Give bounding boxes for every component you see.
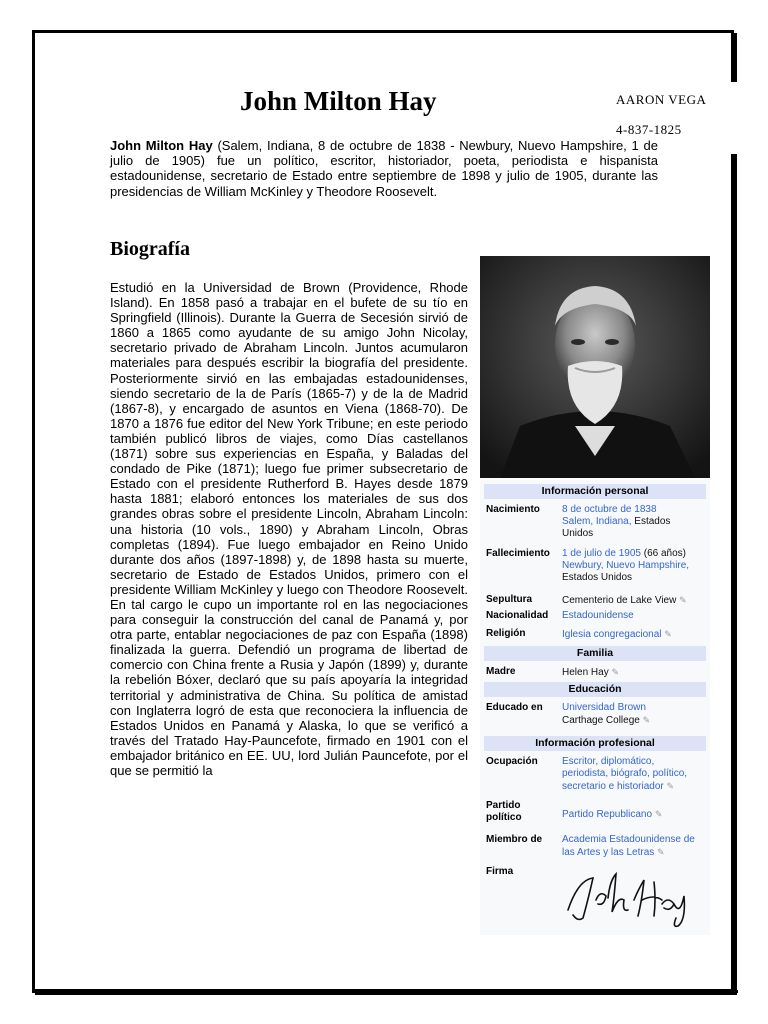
death-age: (66 años)	[643, 548, 686, 559]
infobox-heading-professional: Información profesional	[484, 736, 706, 751]
nationality-link[interactable]: Estadounidense	[562, 610, 634, 621]
mother-text: Helen Hay	[562, 667, 609, 678]
occupation-value[interactable]	[562, 756, 708, 794]
member-value[interactable]	[562, 834, 708, 859]
death-date-link[interactable]: 1 de julio de 1905	[562, 548, 641, 559]
educated-college: Carthage College	[562, 715, 640, 727]
death-value[interactable]	[562, 548, 708, 585]
party-label-1: Partido	[486, 800, 521, 811]
educated-link[interactable]: Universidad Brown	[562, 702, 646, 713]
member-label: Miembro de	[486, 834, 543, 845]
birth-place-link[interactable]: Salem, Indiana,	[562, 516, 632, 528]
death-place-link[interactable]: Newbury, Nuevo Hampshire,	[562, 560, 690, 572]
signature-image	[558, 860, 708, 930]
mother-value	[562, 666, 708, 679]
member-line-2[interactable]: las Artes y las Letras	[562, 847, 655, 859]
edit-pencil-icon[interactable]: ✎	[657, 847, 665, 858]
intro-lead: John Milton Hay	[110, 138, 213, 153]
infobox-heading-personal: Información personal	[484, 484, 706, 499]
portrait-image	[480, 256, 710, 478]
edit-pencil-icon[interactable]: ✎	[679, 595, 687, 605]
edit-pencil-icon[interactable]: ✎	[611, 667, 620, 677]
author-phone: 4-837-1825	[616, 122, 682, 137]
intro-text: (Salem, Indiana, 8 de octubre de 1838 - Newbury, Nuevo Hampshire, 1 de julio de 1905) fue un político, escritor, historiador, poeta, periodista e hispanista estadounidense, secretario de Estado entre septiembre de 1898 y julio de 1905, durante las presidencias de William McKinley y Theodore Roosevelt.	[110, 138, 658, 199]
biography-text: Estudió en la Universidad de Brown (Providence, Rhode Island). En 1858 pasó a trabajar en el bufete de su tío en Springfield (Illinois). Durante la Guerra de Secesión sirvió de 1860 a 1865 como ayudante de su amigo John Nicolay, secretario privado de Abraham Lincoln. Juntos acumularon materiales para después escribir la biografía del presidente. Posteriormente sirvió en las embajadas estadounidenses, siendo secretario de la de París (1865-7) y de la de Madrid (1867-8), y encargado de asuntos en Viena (1868-70). De 1870 a 1876 fue editor del New York Tribune; en este periodo también publicó libros de viajes, como Días castellanos (1871) sobre sus experiencias en España, y Baladas del condado de Pike (1871); luego fue primer subsecretario de Estado con el presidente Rutherford B. Hayes desde 1879 hasta 1881; elaboró entonces los materiales de sus dos grandes obras sobre el presidente Lincoln, Abraham Lincoln: una historia (10 vols., 1890) y Abraham Lincoln, Obras completas (1894). Fue luego embajador en Reino Unido durante dos años (1897-1898) y, de 1898 hasta su muerte, secretario de Estado de Estados Unidos, primero con el presidente William McKinley y luego con Theodore Roosevelt. En tal cargo le cupo un importante rol en las negociaciones para conseguir la construcción del canal de Panamá y, por otra parte, entablar negociaciones de paz con España (1898) finalizada la guerra. Defendió un programa de libertad de comercio con China frente a Rusia y Japón (1899) y, durante la rebelión Bóxer, declaró que su país apoyaría la integridad territorial y administrativa de China. Su política de amistad con Inglaterra logró de esta que reconociera la influencia de Estados Unidos en Panamá y Alaska, lo que se verificó a través del Tratado Hay-Pauncefote, firmado en 1901 con el embajador británico en EE. UU, lord Julián Pauncefote, por el que se permitió la	[110, 280, 468, 778]
party-link[interactable]: Partido Republicano	[562, 809, 653, 820]
edit-pencil-icon[interactable]: ✎	[642, 715, 651, 726]
educated-label: Educado en	[486, 702, 543, 713]
religion-label: Religión	[486, 628, 526, 639]
educated-value[interactable]	[562, 702, 708, 727]
occupation-line-2[interactable]: periodista, biógrafo, político,	[562, 768, 688, 780]
religion-value[interactable]	[562, 628, 708, 641]
edit-pencil-icon[interactable]: ✎	[654, 809, 663, 819]
birth-value[interactable]	[562, 504, 708, 541]
page-title: John Milton Hay	[240, 86, 437, 116]
infobox-heading-family: Familia	[484, 646, 706, 661]
religion-link[interactable]: Iglesia congregacional	[562, 629, 662, 640]
birth-country: Estados	[634, 516, 671, 528]
party-value[interactable]	[562, 808, 708, 821]
page-shadow	[32, 990, 738, 993]
nationality-label: Nacionalidad	[486, 610, 549, 621]
infobox	[480, 480, 710, 935]
infobox-heading-education: Educación	[484, 682, 706, 697]
death-label: Fallecimiento	[486, 548, 550, 559]
birth-date-link[interactable]: 8 de octubre de 1838	[562, 504, 657, 515]
occupation-line-3[interactable]: secretario e historiador	[562, 781, 664, 793]
signature-label: Firma	[486, 866, 514, 877]
birth-label: Nacimiento	[486, 504, 540, 515]
burial-text: Cementerio de Lake View	[562, 595, 677, 606]
mother-label: Madre	[486, 666, 516, 677]
biography-heading: Biografía	[110, 238, 190, 260]
burial-value	[562, 594, 708, 607]
edit-pencil-icon[interactable]: ✎	[664, 629, 672, 639]
party-label-2: político	[486, 812, 522, 824]
edit-pencil-icon[interactable]: ✎	[666, 781, 675, 792]
intro-paragraph	[110, 138, 658, 199]
portrait-photo	[480, 256, 710, 478]
member-line-1[interactable]: Academia Estadounidense de	[562, 834, 695, 845]
burial-label: Sepultura	[486, 594, 533, 605]
occupation-line-1[interactable]: Escritor, diplomático,	[562, 756, 655, 767]
party-label	[486, 800, 562, 824]
death-country: Estados Unidos	[562, 572, 633, 584]
author-name: AARON VEGA	[616, 92, 707, 107]
birth-country-2: Unidos	[562, 528, 594, 540]
occupation-label: Ocupación	[486, 756, 538, 767]
